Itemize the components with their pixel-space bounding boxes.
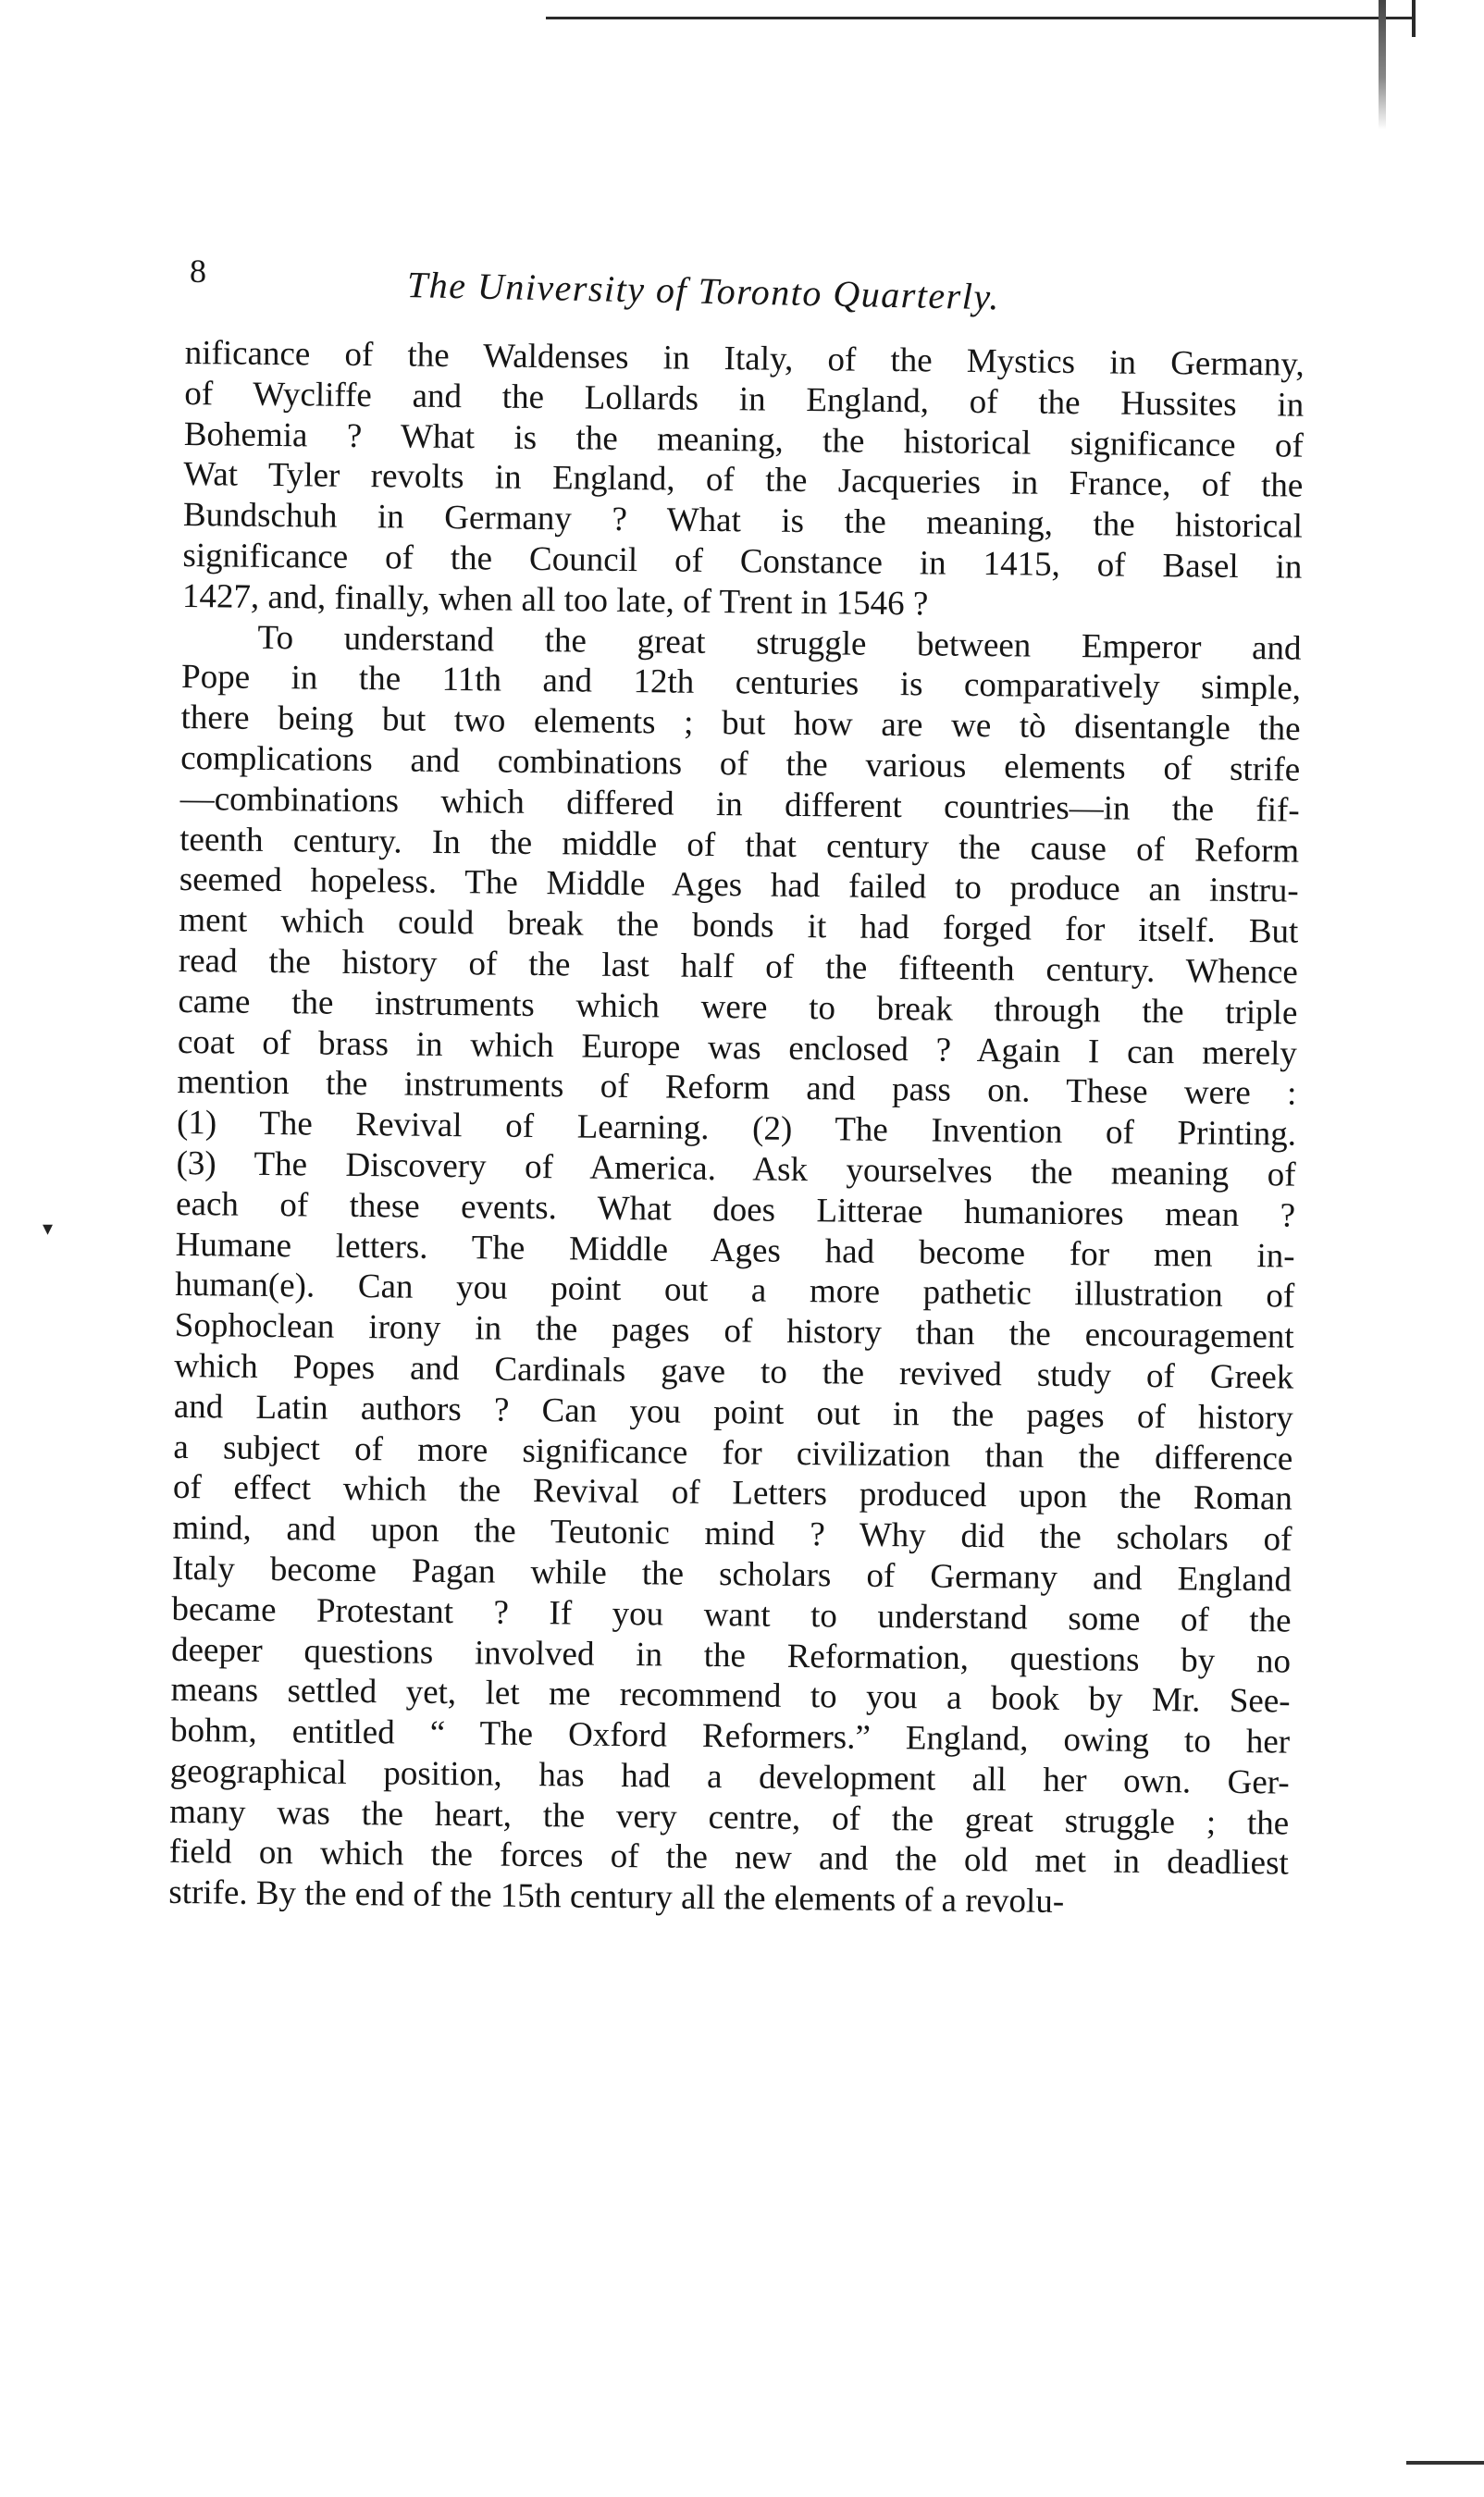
- text-line: Pope in the 11th and 12th centuries is comparatively simple,: [180, 658, 1302, 709]
- text-line: To understand the great struggle between Emperor and: [257, 618, 1302, 668]
- text-line: strife. By the end of the 15th century all the elements of a revolu-: [168, 1873, 1065, 1922]
- text-line: and Latin authors ? Can you point out in the pages of history: [173, 1387, 1293, 1438]
- text-line: deeper questions involved in the Reformation, questions by no: [170, 1630, 1292, 1681]
- text-line: human(e). Can you point out a more pathetic illustration of: [175, 1266, 1295, 1316]
- margin-mark: ▾: [43, 1217, 54, 1240]
- text-line: geographical position, has had a development all her own. Ger-: [169, 1751, 1290, 1802]
- text-line: Bundschuh in Germany ? What is the meaning, the historical: [182, 496, 1304, 546]
- text-line: Humane letters. The Middle Ages had become for men in-: [175, 1225, 1295, 1276]
- running-head: The University of Toronto Quarterly.: [406, 264, 1001, 318]
- text-line: Italy become Pagan while the scholars of Germany and England: [171, 1549, 1292, 1600]
- text-line: mind, and upon the Teutonic mind ? Why did the scholars of: [172, 1509, 1292, 1559]
- text-line: a subject of more significance for civilization than the difference: [173, 1428, 1293, 1478]
- page-header: [185, 252, 1295, 316]
- text-line: complications and combinations of the various elements of strife: [179, 738, 1301, 789]
- text-line: bohm, entitled “ The Oxford Reformers.” England, owing to her: [169, 1712, 1291, 1761]
- text-line: each of these events. What does Litterae humaniores mean ?: [175, 1184, 1296, 1235]
- text-line: seemed hopeless. The Middle Ages had failed to produce an instru-: [179, 860, 1299, 910]
- text-line: significance of the Council of Constance in 1415, of Basel in: [182, 536, 1303, 587]
- text-line: there being but two elements ; but how are we tò disentangle the: [180, 698, 1301, 748]
- text-line: became Protestant ? If you want to understand some of the: [171, 1589, 1292, 1640]
- text-line: teenth century. In the middle of that century the cause of Reform: [179, 820, 1300, 871]
- text-line: —combinations which differed in different countries—in the fif-: [179, 779, 1300, 830]
- text-line: 1427, and, finally, when all too late, of Trent in 1546 ?: [181, 576, 929, 624]
- text-line: came the instruments which were to break through the triple: [178, 982, 1298, 1032]
- text-line: (1) The Revival of Learning. (2) The Invention of Printing.: [176, 1104, 1297, 1154]
- text-line: (3) The Discovery of America. Ask yourselves the meaning of: [176, 1143, 1296, 1194]
- body-text: [168, 333, 1305, 1925]
- text-line: of effect which the Revival of Letters produced upon the Roman: [172, 1468, 1293, 1518]
- text-line: Bohemia ? What is the meaning, the historical significance of: [183, 414, 1305, 465]
- text-line: of Wycliffe and the Lollards in England, of the Hussites in: [184, 374, 1305, 425]
- text-line: mention the instruments of Reform and pass on. These were :: [177, 1063, 1297, 1113]
- text-line: many was the heart, the very centre, of the great struggle ; the: [169, 1792, 1290, 1843]
- text-line: nificance of the Waldenses in Italy, of the Mystics in Germany,: [184, 333, 1305, 384]
- page-edge-mark: [1379, 0, 1386, 130]
- page-number: 8: [190, 253, 206, 290]
- text-line: field on which the forces of the new and the old met in deadliest: [168, 1833, 1289, 1884]
- bottom-edge-mark: [1406, 2461, 1484, 2465]
- text-line: Wat Tyler revolts in England, of the Jacqueries in France, of the: [183, 455, 1304, 506]
- text-line: means settled yet, let me recommend to you a book by Mr. See-: [170, 1671, 1291, 1721]
- top-edge-rule: [546, 0, 1416, 19]
- text-line: ment which could break the bonds it had forged for itself. But: [179, 901, 1299, 951]
- text-line: read the history of the last half of the fifteenth century. Whence: [178, 941, 1299, 992]
- text-line: Sophoclean irony in the pages of history than the encouragement: [174, 1306, 1294, 1356]
- text-line: coat of brass in which Europe was enclosed ? Again I can merely: [177, 1022, 1298, 1073]
- text-line: which Popes and Cardinals gave to the revived study of Greek: [174, 1346, 1294, 1397]
